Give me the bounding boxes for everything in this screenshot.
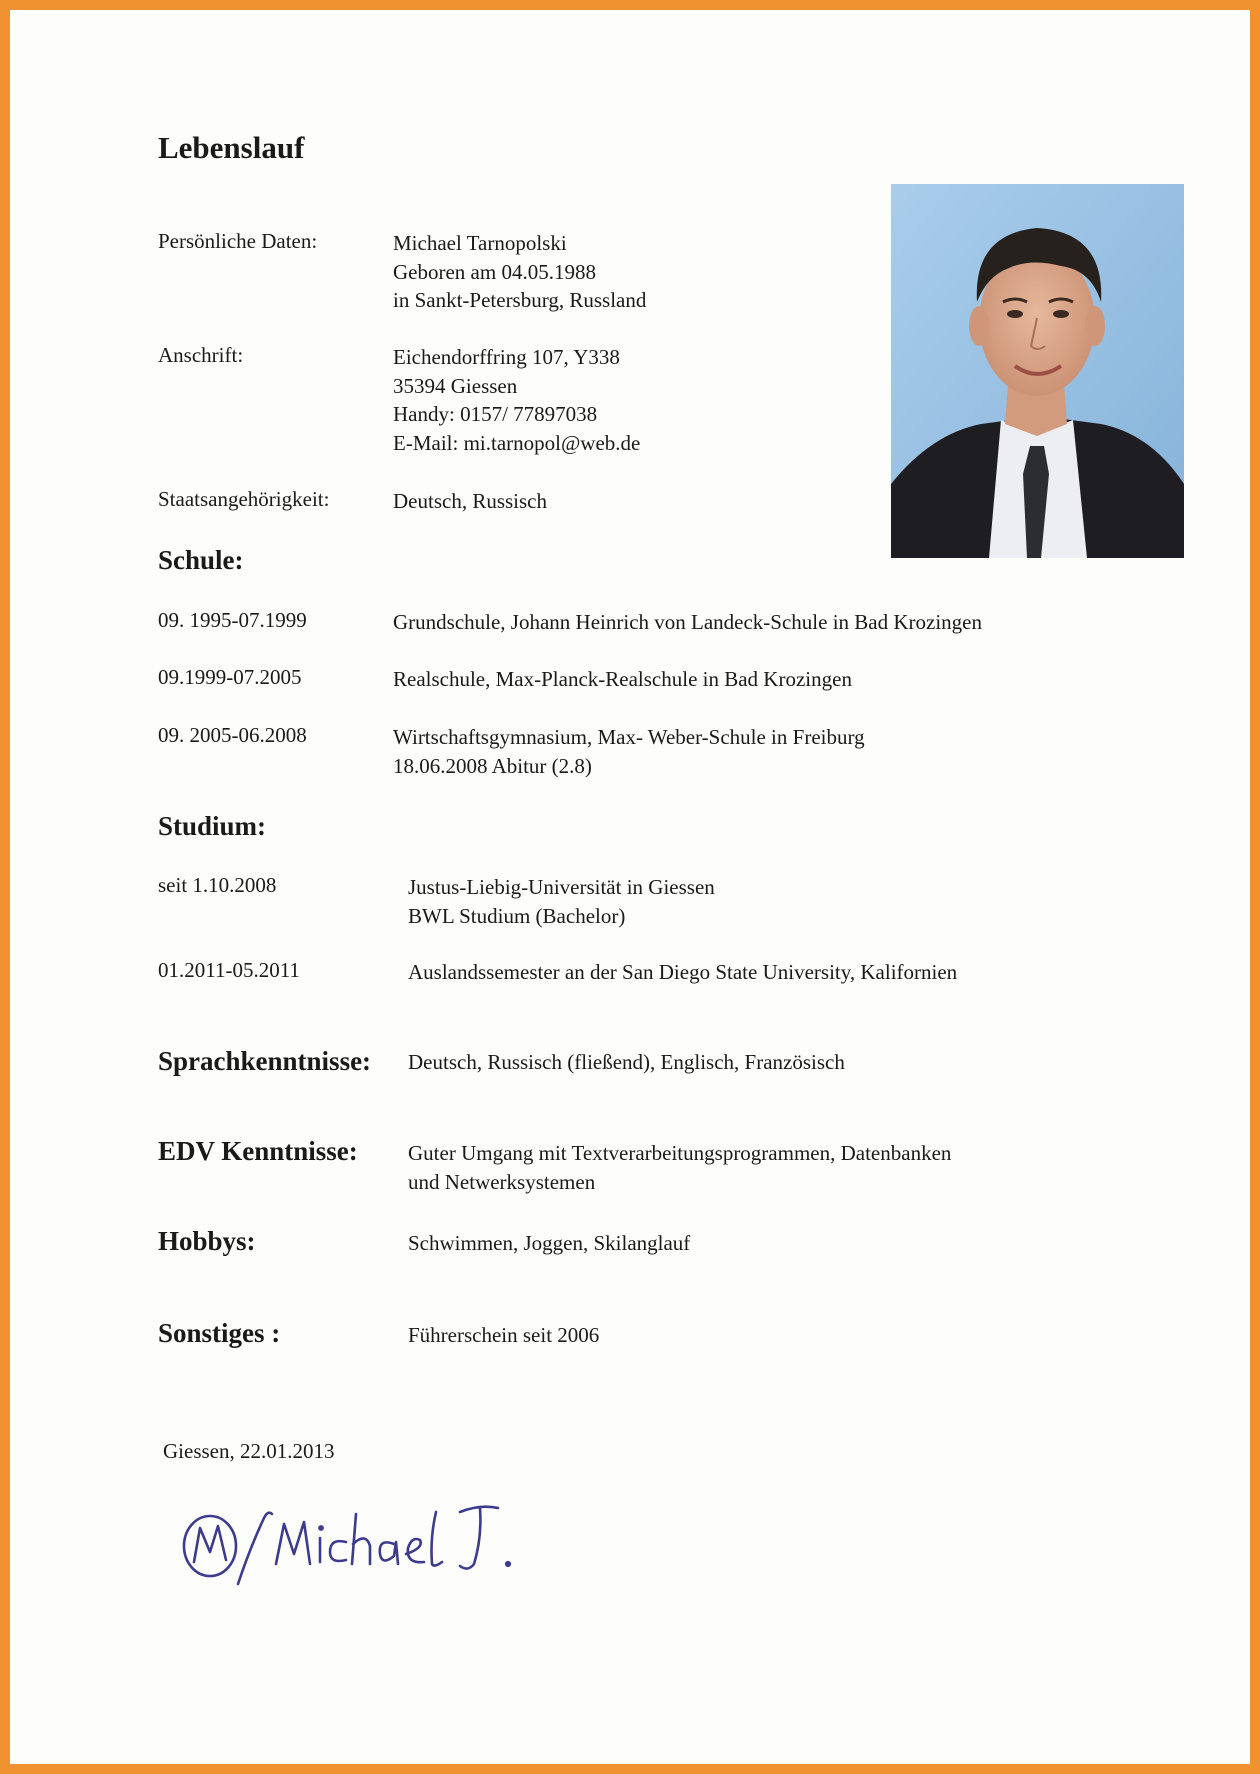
school-entry-date: 09. 1995-07.1999 (158, 608, 307, 632)
other-value: Führerschein seit 2006 (408, 1323, 600, 1347)
place-date: Giessen, 22.01.2013 (163, 1439, 335, 1463)
school-entry-line: 18.06.2008 Abitur (2.8) (393, 753, 592, 778)
it-skills-line: und Netwerksystemen (408, 1169, 596, 1194)
personal-data-value (393, 229, 646, 315)
other-heading: Sonstiges : (158, 1318, 281, 1348)
page-title: Lebenslauf (158, 130, 305, 165)
nationality-label: Staatsangehörigkeit: (158, 487, 330, 511)
school-entry-line: Wirtschaftsgymnasium, Max- Weber-Schule in Freiburg (393, 725, 865, 749)
languages-value: Deutsch, Russisch (fließend), Englisch, Französisch (408, 1050, 845, 1074)
address-value (393, 343, 640, 457)
birthdate-line: Geboren am 04.05.1988 (393, 259, 596, 284)
languages-heading: Sprachkenntnisse: (158, 1046, 372, 1076)
study-entry-line: BWL Studium (Bachelor) (408, 903, 626, 928)
address-label: Anschrift: (158, 343, 244, 367)
city-line: 35394 Giessen (393, 373, 518, 398)
it-skills-heading: EDV Kenntnisse: (158, 1136, 358, 1166)
study-entry-date: seit 1.10.2008 (158, 873, 277, 897)
street-line: Eichendorffring 107, Y338 (393, 345, 620, 369)
nationality-value: Deutsch, Russisch (393, 489, 547, 513)
school-heading: Schule: (158, 545, 244, 575)
profile-photo (891, 184, 1184, 558)
personal-data-label: Persönliche Daten: (158, 229, 318, 253)
it-skills-value (408, 1139, 951, 1196)
birthplace-line: in Sankt-Petersburg, Russland (393, 288, 647, 312)
handwritten-signature (180, 1488, 530, 1598)
school-entry-line: Realschule, Max-Planck-Realschule in Bad Krozingen (393, 667, 852, 691)
school-entry-detail (393, 608, 982, 637)
it-skills-line: Guter Umgang mit Textverarbeitungsprogrammen, Datenbanken (408, 1141, 952, 1165)
phone-line: Handy: 0157/ 77897038 (393, 402, 598, 426)
school-entry-detail (393, 665, 852, 694)
school-entry-line: Grundschule, Johann Heinrich von Landeck-Schule in Bad Krozingen (393, 610, 983, 634)
study-entry-line: Justus-Liebig-Universität in Giessen (408, 875, 715, 899)
study-entry-date: 01.2011-05.2011 (158, 958, 300, 982)
study-entry-line: Auslandssemester an der San Diego State University, Kalifornien (408, 960, 958, 984)
email-line: E-Mail: mi.tarnopol@web.de (393, 430, 641, 455)
school-entry-date: 09. 2005-06.2008 (158, 723, 307, 747)
study-entry-detail (408, 873, 715, 930)
school-entry-date: 09.1999-07.2005 (158, 665, 302, 689)
study-entry-detail (408, 958, 957, 987)
hobbies-value: Schwimmen, Joggen, Skilanglauf (408, 1231, 691, 1255)
school-entry-detail (393, 723, 865, 780)
name-line: Michael Tarnopolski (393, 231, 567, 255)
hobbies-heading: Hobbys: (158, 1226, 256, 1256)
study-heading: Studium: (158, 811, 267, 841)
